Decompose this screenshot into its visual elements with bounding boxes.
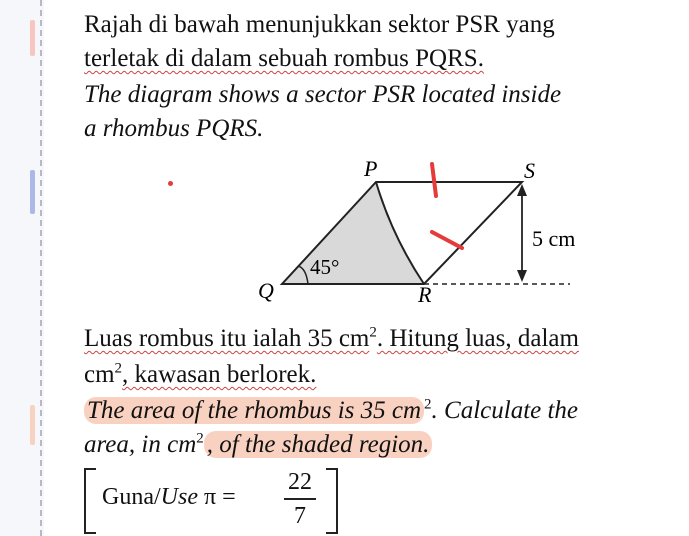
task-english-a-sup: 2 <box>424 396 432 413</box>
task-malay-line-1 <box>84 322 579 356</box>
task-malay-a-sup: 2 <box>369 324 377 341</box>
angle-label: 45° <box>310 255 340 279</box>
fraction-bar <box>284 498 316 500</box>
annotation-dot <box>168 181 173 186</box>
question-english-text-1: The diagram shows a sector PSR located inside <box>84 81 562 108</box>
fraction-numerator: 22 <box>288 469 312 495</box>
question-english-text-2: a rhombus PQRS. <box>84 115 264 142</box>
task-english-b: . Calculate the <box>431 397 579 424</box>
label-p: P <box>364 156 378 181</box>
right-bracket <box>326 468 338 534</box>
label-r: R <box>418 282 432 306</box>
question-malay-text-2: terletak di dalam sebuah rombus PQRS. <box>84 45 484 72</box>
task-english-c: area, in cm <box>84 431 197 458</box>
height-label: 5 cm <box>532 226 576 251</box>
left-bracket <box>84 468 96 534</box>
label-q: Q <box>258 278 274 303</box>
task-malay-c: cm <box>84 361 115 388</box>
task-english-line-2 <box>84 428 432 462</box>
task-english-d: , of the shaded region. <box>204 431 433 458</box>
arrow-head-bottom <box>517 270 527 282</box>
fraction-denominator: 7 <box>294 503 306 529</box>
margin-mark-pink <box>30 20 35 56</box>
question-malay-line-2 <box>84 42 484 76</box>
task-english-a: The area of the rhombus is 35 cm <box>84 397 424 424</box>
use-malay: Guna/ <box>102 484 161 510</box>
margin-mark-blue <box>30 170 35 214</box>
task-malay-c-sup: 2 <box>114 360 123 377</box>
task-english-c-sup: 2 <box>196 430 204 447</box>
question-english-line-1 <box>84 78 561 112</box>
annotation-stroke-2 <box>432 232 462 248</box>
annotation-stroke-1 <box>432 164 436 196</box>
use-english: Use <box>160 484 198 510</box>
pi-fraction <box>280 468 320 530</box>
use-pi-text <box>102 484 236 511</box>
margin-mark-pink-2 <box>30 405 35 445</box>
task-english-line-1 <box>84 394 578 428</box>
task-malay-a: Luas rombus itu ialah 35 cm <box>84 325 370 352</box>
question-malay-text-1: Rajah di bawah menunjukkan sektor PSR yang <box>84 11 555 38</box>
label-s: S <box>524 158 535 183</box>
task-malay-d: , kawasan berlorek. <box>122 361 317 388</box>
task-malay-line-2 <box>84 358 316 392</box>
question-english-line-2 <box>84 112 263 146</box>
rhombus-sector-diagram <box>240 156 600 306</box>
question-malay-line-1 <box>84 8 555 42</box>
page-margin-strip <box>0 0 44 536</box>
task-malay-b: . Hitung luas, dalam <box>376 325 579 352</box>
margin-dash-line <box>40 0 42 536</box>
pi-equals: π = <box>197 484 236 510</box>
